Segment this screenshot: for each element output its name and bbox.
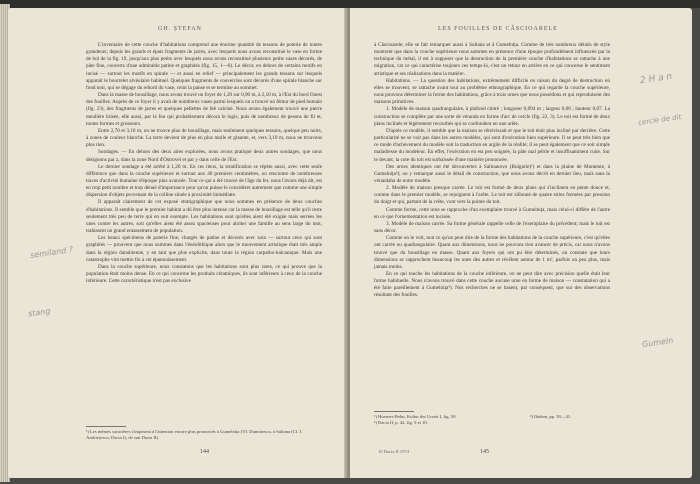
left-footnote: ¹) Les mêmes caractères s'imposent à l'attention encore plus prononcés à Gumelnița (VI. Dumitrescu, à Sultana (Cf. I. Andrieșescu, Dacia I); de suit Dacia II). bbox=[86, 429, 303, 440]
paragraph: 2. Modèle de maison presque carrée. Le toit est formé de deux plans qui s'inclinent en pente douce et, comme dans le premier modèle, se rejoignent à l'arête. Le toit est sillonné de quatre stries formées par pression du doigt et qui, partant de la crête, vont vers la pointe du toit. bbox=[374, 185, 610, 206]
paragraph: Dans la couche supérieure, nous constatons que les habitations sont plus rares, ce qui prouve que la population était moins dense. En ce qui concerne les produits céramiques, ils sont inférieurs à ceux de la couche inférieure. Cette caractéristique n'est pas exclusive bbox=[86, 263, 322, 285]
right-running-head: LES FOUILLES DE CĂSCIOARELE bbox=[438, 26, 558, 32]
printer-signature: 10 Dacia II 1974 bbox=[378, 449, 409, 454]
paragraph: Dans la masse de bousillage, nous avons trouvé un foyer de 1,20 sur 0,90 m, à 2,10 m, à l'Est du bord Ouest des fouilles. Auprès de ce foyer il y avait de nombreux vases parmi lesquels on a trouvé un fémur de pied humain (fig. 23), des fragments de jarres et quelques pellettes de blé calciné. Nous avons également trouvé une pierre meulière brisée, elle aussi, par le feu qui probablement décora le logis, puis de nombreux de pesons de fil et, toutes formes et grosseurs. bbox=[86, 92, 322, 127]
paragraph: 3. Modèle de maison carrée. Sa forme générale rappelle celle de l'exemplaire du précédent; mais le toit est sans décor. bbox=[374, 220, 610, 235]
footnote-rule bbox=[374, 411, 414, 412]
paragraph: Comme on le voit, tout ce qu'on peut dire de la forme des habitations de la couche supérieure, c'est qu'elles ont carrée ou quadrangulaire. Quant aux dimensions, nous ne pouvons rien avancer de précis, car nous n'avons trouvé que du bousillage en masse. Quant aux foyers qui ont pu être déterminés, on constate que leurs dimensions se rapprochent beaucoup les unes des autres et révèlent autour de 1 m², parfois un peu plus, mais jamais moins. bbox=[374, 235, 610, 270]
left-page-number: 144 bbox=[200, 449, 209, 455]
paragraph: Les beaux spécimens de poterie fine, chargés de patine et décorés avec soin — surtout ceux qui sont graphités — prouvent que nous sommes dans l'énéolithique alors que le mouvement artistique était très ample dans la région danubienne, y en tant que plus explicite, dans toute la région carpatho-balcanique. Mais une catastrophe vint mettre fin à cet épanouissement. bbox=[86, 235, 322, 263]
paragraph: Il apparaît clairement de cet exposé stratigraphique que nous sommes en présence de deux couches d'habitations. Il semble que le premier habitat a dû être plus intense car la masse de bousillage est telle qu'il reste seulement très peu de terre qui en soit exempte. Les habitations sont qu'elles aient été exigüe mais serrées les unes contre les autres, soit qu'elles aient été assez spacieuses pour abriter une famille au sens large du mot, trahissent un grand entassement de population. bbox=[86, 199, 322, 235]
right-footnote: ²) Dacia II, p. 42, fig. 9 et 10. bbox=[374, 420, 428, 425]
paragraph: D'après ce modèle, il semble que la maison se rétrécissait et que le toit était plus incliné par derrière. Cette particularité ne se voit pas dans les autres modèles, qui sont d'exécution bien supérieure. Il se peut très bien que ce mode d'achèvement du modèle soit la traduction en argile de la réalité; il se peut également que ce soit simple maladresse du modeleur. En effet, l'exécution en est peu soignée, la pâte mal pétrie et insuffisamment cuite. Sur le devant, la cote du toit est surbaissée d'une manière prononcée. bbox=[374, 127, 610, 163]
paragraph: 1. Modèle de maison quadrangulaire, à plafond cintré ; longueur 0,094 m ; largeur 0,06 ; hauteur 0,07. La construction se complète par une sorte de véranda en forme d'arc de cercle (fig. 22, 3). Le toit est formé de deux plans inclinés et légèrement recourbés qui se confondent en une arête. bbox=[374, 106, 610, 127]
paragraph: Comme forme, cette urne se rapproche d'un exemplaire trouvé à Gumelnița, mais celui-ci diffère de l'autre en ce que l'ornementation est incisée. bbox=[374, 206, 610, 220]
right-body-text bbox=[374, 42, 610, 300]
right-footnote: ¹) Hoernes-Behn, Kultur der Urzeit I, fig. 50. bbox=[374, 414, 457, 419]
pencil-annotation: 2 H a n bbox=[639, 71, 673, 87]
pencil-annotation: stang bbox=[27, 306, 51, 319]
right-page-number: 145 bbox=[480, 449, 489, 455]
paragraph: En ce qui touche les habitations de la couche inférieure, on ne peut dire avec précision quelle était leur forme habituelle. Nous n'avons trouvé dans cette couche aucune urne en forme de maison — constatation qui a été faite pareillement à Gumelnița³). Nos recherches ne se basent, par conséquent, que sur des observations résultant des fouilles. bbox=[374, 271, 610, 299]
paragraph: Des urnes identiques ont été découvertes à Salmanovo (Bulgarie)¹) et dans la plaine de Muntenie, à Gumelnița²); on y remarque aussi le détail de construction, que nous avons décrit en dernier lieu, mais sans la vérandaha de notre modèle. bbox=[374, 163, 610, 184]
top-strip bbox=[0, 0, 700, 8]
pencil-annotation: Gumeln bbox=[641, 335, 674, 350]
left-page bbox=[8, 8, 348, 478]
left-body-text bbox=[86, 42, 322, 285]
right-footnote: ³) Ibidem, pp. 39—41. bbox=[530, 414, 572, 419]
right-page bbox=[350, 8, 692, 478]
pencil-annotation: cercle de dit bbox=[637, 113, 682, 127]
paragraph: L'inventaire de cette couche d'habitations comprend une énorme quantité de tessons de poterie de toutes grandeurs; depuis les grands et épais fragments de jarres, avec lesquels nous avons reconstitué le vase en forme de bol de la fig. 19, jusqu'aux plus petits avec lesquels nous avons reconstitué plusieurs petits vases décorés, de pâte fine, couverts d'une admirable patine et graphités (fig. 15, 1—6). Le décor, en dehors de certains motifs en incisé — surtout les motifs en spirale — et aussi en relief — principalement les grands tessons sur lesquels apparaît le bourrelet alvéolaire habituel. Quelques fragments de couvercles sont décorés d'une spirale blanche sur fond noir, qui se dégage du rebord du vase, ceint la panse et se termine au sommet. bbox=[86, 42, 322, 91]
paragraph: Sondages. — En dehors des deux aires explorées, nous avons pratiqué deux autres sondages, que nous désignons par z, dans la zone Nord d'Ostrovel et par y dans celle de l'Est. bbox=[86, 149, 322, 163]
footnote-rule bbox=[86, 426, 126, 427]
pencil-annotation: semiland ? bbox=[29, 245, 74, 260]
paragraph: Entre 2,70 et 3,10 m, on ne trouve plus de bousillage, mais seulement quelques tessons, quelque peu noirs, à zones de couleur blanche. La terre devient de plus en plus molle et glaunte, et, vers 3,10 m, nous ne trouvons plus rien. bbox=[86, 127, 322, 149]
paragraph: Habitations. — La question des habitations, extrêmement difficile en raison du degré de destruction où elles se trouvent, se rattache avant tout au problème ethnographique. En ce qui regarde la couche supérieure, nous pouvons déterminer la forme des habitations, grâce à trois urnes que nous possédons et qui reproduisent des maisons primitives. bbox=[374, 77, 610, 106]
paragraph: à Căscioarele; elle se fait remarquer aussi à Sultana et à Gumelnița. Comme de très nombreux détails de style montrent que dans la couche supérieure nous sommes en présence d'une époque profondément influencée par la technique du métal, il est à supposer que la destruction de la première couche d'habitations se rattache à une migration, car ce qui caractérise toujours ces temps-là, c'est un retour en arrière en ce qui concerne le sentiment artistique et ses réalisations dans la matière. bbox=[374, 42, 610, 77]
left-running-head: GH. ȘTEFAN bbox=[158, 26, 202, 32]
paragraph: Le dernier sondage a été arrêté à 1,20 m. En ces lieux, la stratification se répète aussi, avec cette seule différence que dans la couche supérieure et surtout aux 40 premiers centimètres, on rencontre de nombreuses traces d'activité humaine d'époque plus avancée. Tout ce qui a été trouvé de l'âge du fer, nous l'avons déjà dit, est en trop petit nombre et trop dénué d'importance pour qu'on puisse le considérer autrement que comme une simple dispersion d'objets provenant de la colline située à proximité immédiate. bbox=[86, 163, 322, 199]
